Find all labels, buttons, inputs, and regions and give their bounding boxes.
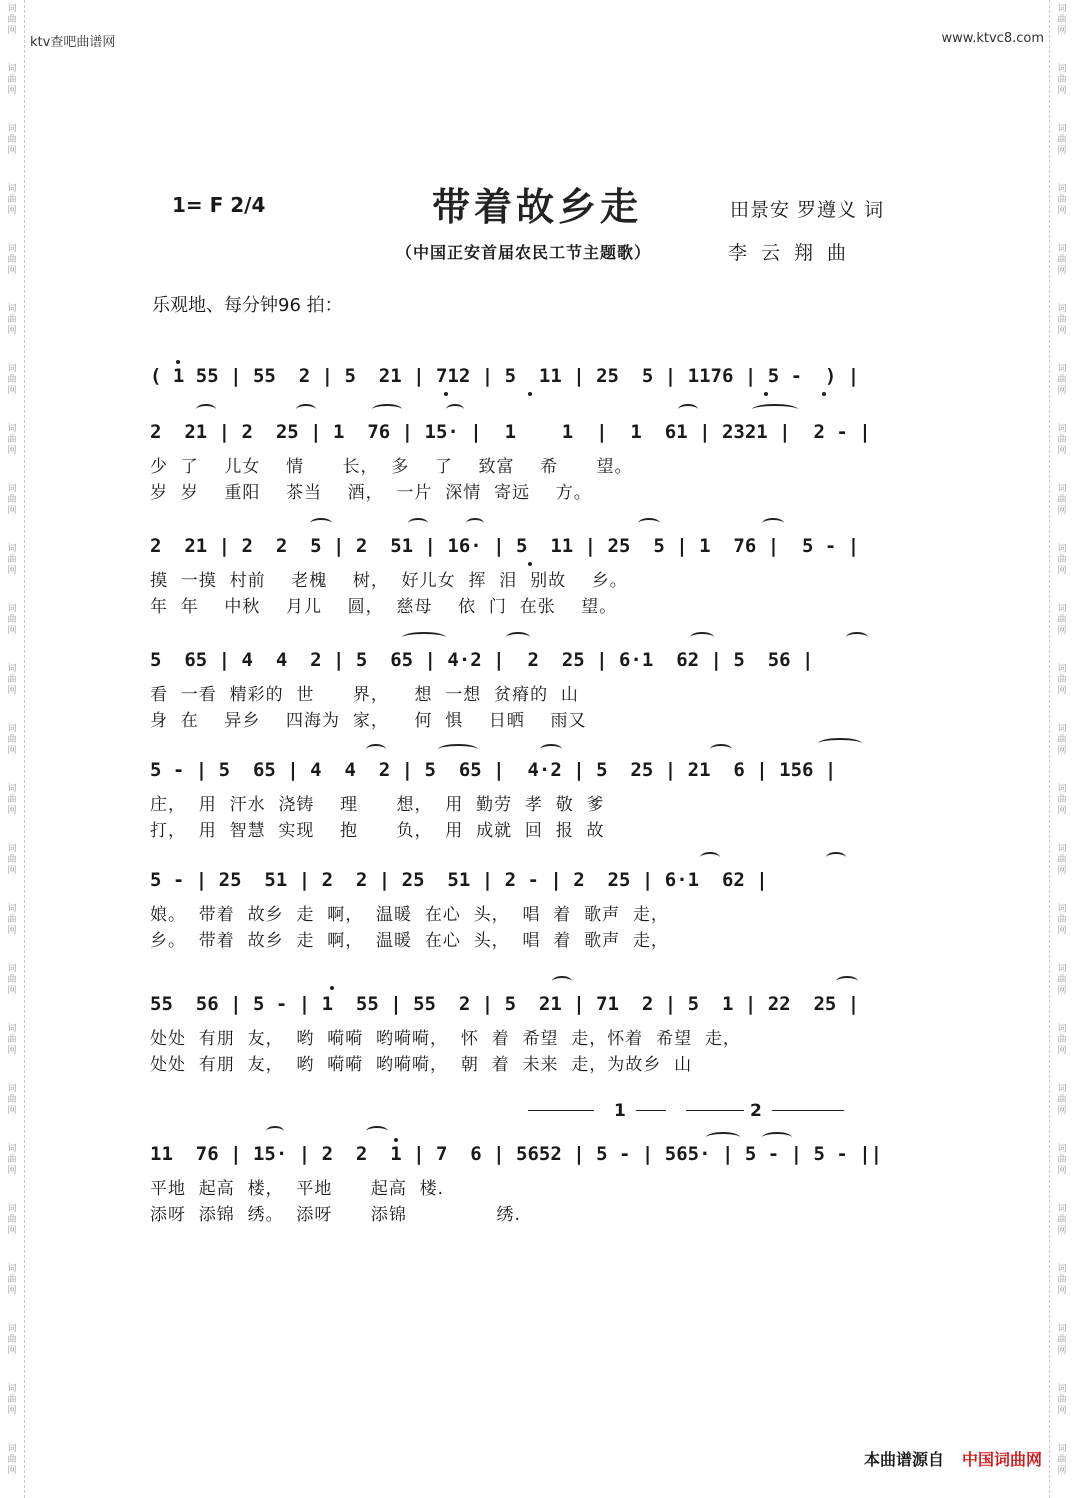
volta-bracket-line xyxy=(528,1110,594,1111)
footer-source xyxy=(864,1447,1042,1470)
watermark-mark: 词 曲 网 xyxy=(7,544,17,576)
volta-first-label: 1 xyxy=(614,1101,626,1121)
watermark-mark: 词 曲 网 xyxy=(1057,124,1067,156)
watermark-mark: 词 曲 网 xyxy=(7,964,17,996)
site-name-left: ktv查吧曲谱网 xyxy=(30,35,116,50)
watermark-mark: 词 曲 网 xyxy=(1057,1384,1067,1416)
watermark-mark: 词 曲 网 xyxy=(7,184,17,216)
slur-mark xyxy=(762,518,784,529)
slur-mark xyxy=(762,1132,792,1143)
watermark-mark: 词 曲 网 xyxy=(7,1324,17,1356)
score-system-8 xyxy=(150,1140,910,1228)
watermark-mark: 词 曲 网 xyxy=(7,784,17,816)
watermark-mark: 词 曲 网 xyxy=(7,1444,17,1476)
watermark-mark: 词 曲 网 xyxy=(7,364,17,396)
watermark-mark: 词 曲 网 xyxy=(1057,1444,1067,1476)
volta-bracket-line xyxy=(636,1110,666,1111)
slur-mark xyxy=(752,404,798,415)
watermark-mark: 词 曲 网 xyxy=(1057,364,1067,396)
watermark-mark: 词 曲 网 xyxy=(1057,964,1067,996)
watermark-mark: 词 曲 网 xyxy=(7,1204,17,1236)
slur-mark xyxy=(690,632,714,643)
watermark-mark: 词 曲 网 xyxy=(7,724,17,756)
volta-second-label: 2 xyxy=(750,1101,762,1121)
source-label: 本曲谱源自 xyxy=(863,1450,944,1469)
watermark-mark: 词 曲 网 xyxy=(1057,184,1067,216)
composer-credit: 李云翔曲 xyxy=(728,242,861,264)
slur-mark xyxy=(506,632,530,643)
notation-line: ( 1 55 | 55 2 | 5 21 | 712 | 5 11 | 25 5 | 1176 | 5 - ) | xyxy=(150,365,860,387)
lyric-verse-1: 处处 有朋 友， 哟 嗬嗬 哟嗬嗬， 怀 着 希望 走，怀着 希望 走， xyxy=(150,1029,741,1049)
lyric-verse-2: 添呀 添锦 绣。 添呀 添锦 绣. xyxy=(150,1205,521,1225)
watermark-mark: 词 曲 网 xyxy=(1057,1204,1067,1236)
slur-mark xyxy=(402,632,446,643)
watermark-mark: 词 曲 网 xyxy=(1057,1144,1067,1176)
notation-line: 55 56 | 5 - | 1 55 | 55 2 | 5 21 | 71 2 | 5 1 | 22 25 | xyxy=(150,993,860,1015)
watermark-mark: 词 曲 网 xyxy=(7,604,17,636)
slur-mark xyxy=(296,404,316,415)
lyricist-credit: 田景安 罗遵义 词 xyxy=(730,199,885,221)
site-url-right: www.ktvc8.com xyxy=(941,31,1044,46)
watermark-mark: 词 曲 网 xyxy=(7,1144,17,1176)
lyric-verse-1: 平地 起高 楼， 平地 起高 楼. xyxy=(150,1179,445,1199)
lyric-verse-2: 处处 有朋 友， 哟 嗬嗬 哟嗬嗬， 朝 着 未来 走，为故乡 山 xyxy=(150,1055,693,1075)
slur-mark xyxy=(366,744,386,755)
slur-mark xyxy=(438,744,478,755)
watermark-mark: 词 曲 网 xyxy=(1057,1264,1067,1296)
watermark-mark: 词 曲 网 xyxy=(1057,544,1067,576)
score-system-2 xyxy=(150,418,910,506)
watermark-mark: 词 曲 网 xyxy=(7,844,17,876)
score-system-1 xyxy=(150,362,910,390)
slur-mark xyxy=(836,976,858,987)
lyric-verse-1: 少 了 儿女 情 长， 多 了 致富 希 望。 xyxy=(150,457,633,477)
watermark-mark: 词 曲 网 xyxy=(7,64,17,96)
watermark-mark: 词 曲 网 xyxy=(7,304,17,336)
watermark-mark: 词 曲 网 xyxy=(1057,244,1067,276)
volta-bracket-line xyxy=(686,1110,744,1111)
watermark-mark: 词 曲 网 xyxy=(1057,484,1067,516)
slur-mark xyxy=(706,1132,740,1143)
watermark-mark: 词 曲 网 xyxy=(1057,844,1067,876)
notation-line: 5 - | 5 65 | 4 4 2 | 5 65 | 4·2 | 5 25 | 21 6 | 156 | xyxy=(150,759,837,781)
watermark-mark: 词 曲 网 xyxy=(7,1024,17,1056)
score-system-5 xyxy=(150,756,910,844)
slur-mark xyxy=(196,404,216,415)
watermark-mark: 词 曲 网 xyxy=(1057,304,1067,336)
slur-mark xyxy=(818,738,862,749)
slur-mark xyxy=(552,976,572,987)
octave-dot xyxy=(330,986,334,990)
song-subtitle: （中国正安首届农民工节主题歌） xyxy=(396,243,652,262)
slur-mark xyxy=(310,518,332,529)
lyric-verse-2: 身 在 异乡 四海为 家， 何 惧 日晒 雨又 xyxy=(150,711,587,731)
volta-bracket-line xyxy=(772,1110,844,1111)
watermark-mark: 词 曲 网 xyxy=(1057,1324,1067,1356)
score-system-6 xyxy=(150,866,910,954)
watermark-mark: 词 曲 网 xyxy=(7,484,17,516)
slur-mark xyxy=(678,404,698,415)
slur-mark xyxy=(372,404,402,415)
octave-dot xyxy=(528,562,532,566)
lyric-verse-2: 打， 用 智慧 实现 抱 负， 用 成就 回 报 故 xyxy=(150,821,605,841)
notation-line: 11 76 | 15· | 2 2 1 | 7 6 | 5652 | 5 - | 565· | 5 - | 5 - || xyxy=(150,1143,883,1165)
slur-mark xyxy=(366,1126,388,1137)
watermark-mark: 词 曲 网 xyxy=(1057,724,1067,756)
watermark-mark: 词 曲 网 xyxy=(7,1384,17,1416)
lyric-verse-2: 年 年 中秋 月儿 圆， 慈母 依 门 在张 望。 xyxy=(150,597,618,617)
watermark-mark: 词 曲 网 xyxy=(7,4,17,36)
notation-line: 5 65 | 4 4 2 | 5 65 | 4·2 | 2 25 | 6·1 62 | 5 56 | xyxy=(150,649,814,671)
score-system-4 xyxy=(150,646,910,734)
notation-line: 2 21 | 2 2 5 | 2 51 | 16· | 5 11 | 25 5 | 1 76 | 5 - | xyxy=(150,535,860,557)
lyric-verse-1: 摸 一摸 村前 老槐 树， 好儿女 挥 泪 别故 乡。 xyxy=(150,571,628,591)
watermark-mark: 词 曲 网 xyxy=(1057,1084,1067,1116)
key-signature: 1= F 2/4 xyxy=(172,193,266,217)
song-title: 带着故乡走 xyxy=(431,184,642,229)
source-site: 中国词曲网 xyxy=(961,1450,1042,1469)
slur-mark xyxy=(700,852,720,863)
octave-dot xyxy=(822,392,826,396)
slur-mark xyxy=(408,518,428,529)
tempo-marking: 乐观地、每分钟96 拍： xyxy=(152,295,343,316)
watermark-mark: 词 曲 网 xyxy=(7,1084,17,1116)
watermark-mark: 词 曲 网 xyxy=(1057,664,1067,696)
watermark-mark: 词 曲 网 xyxy=(1057,604,1067,636)
slur-mark xyxy=(540,744,562,755)
lyric-verse-1: 庄， 用 汗水 浇铸 理 想， 用 勤劳 孝 敬 爹 xyxy=(150,795,605,815)
watermark-mark: 词 曲 网 xyxy=(1057,64,1067,96)
watermark-mark: 词 曲 网 xyxy=(1057,424,1067,456)
watermark-mark: 词 曲 网 xyxy=(7,124,17,156)
lyric-verse-1: 看 一看 精彩的 世 界， 想 一想 贫瘠的 山 xyxy=(150,685,579,705)
watermark-mark: 词 曲 网 xyxy=(1057,904,1067,936)
score-system-7 xyxy=(150,990,910,1078)
slur-mark xyxy=(466,518,484,529)
notation-line: 5 - | 25 51 | 2 2 | 25 51 | 2 - | 2 25 | 6·1 62 | xyxy=(150,869,768,891)
lyric-verse-2: 岁 岁 重阳 茶当 酒， 一片 深情 寄远 方。 xyxy=(150,483,592,503)
watermark-mark: 词 曲 网 xyxy=(7,244,17,276)
watermark-mark: 词 曲 网 xyxy=(1057,784,1067,816)
lyric-verse-2: 乡。 带着 故乡 走 啊， 温暖 在心 头， 唱 着 歌声 走， xyxy=(150,931,669,951)
slur-mark xyxy=(446,404,464,415)
slur-mark xyxy=(266,1126,284,1137)
watermark-mark: 词 曲 网 xyxy=(1057,1024,1067,1056)
watermark-mark: 词 曲 网 xyxy=(7,424,17,456)
octave-dot xyxy=(444,392,448,396)
slur-mark xyxy=(826,852,846,863)
watermark-mark: 词 曲 网 xyxy=(7,664,17,696)
watermark-mark: 词 曲 网 xyxy=(1057,4,1067,36)
slur-mark xyxy=(638,518,660,529)
score-system-3 xyxy=(150,532,910,620)
octave-dot xyxy=(394,1138,398,1142)
watermark-mark: 词 曲 网 xyxy=(7,904,17,936)
octave-dot xyxy=(764,392,768,396)
notation-line: 2 21 | 2 25 | 1 76 | 15· | 1 1 | 1 61 | 2321 | 2 - | xyxy=(150,421,871,443)
slur-mark xyxy=(846,632,868,643)
lyric-verse-1: 娘。 带着 故乡 走 啊， 温暖 在心 头， 唱 着 歌声 走， xyxy=(150,905,669,925)
octave-dot xyxy=(176,360,180,364)
slur-mark xyxy=(710,744,732,755)
watermark-mark: 词 曲 网 xyxy=(7,1264,17,1296)
octave-dot xyxy=(528,392,532,396)
